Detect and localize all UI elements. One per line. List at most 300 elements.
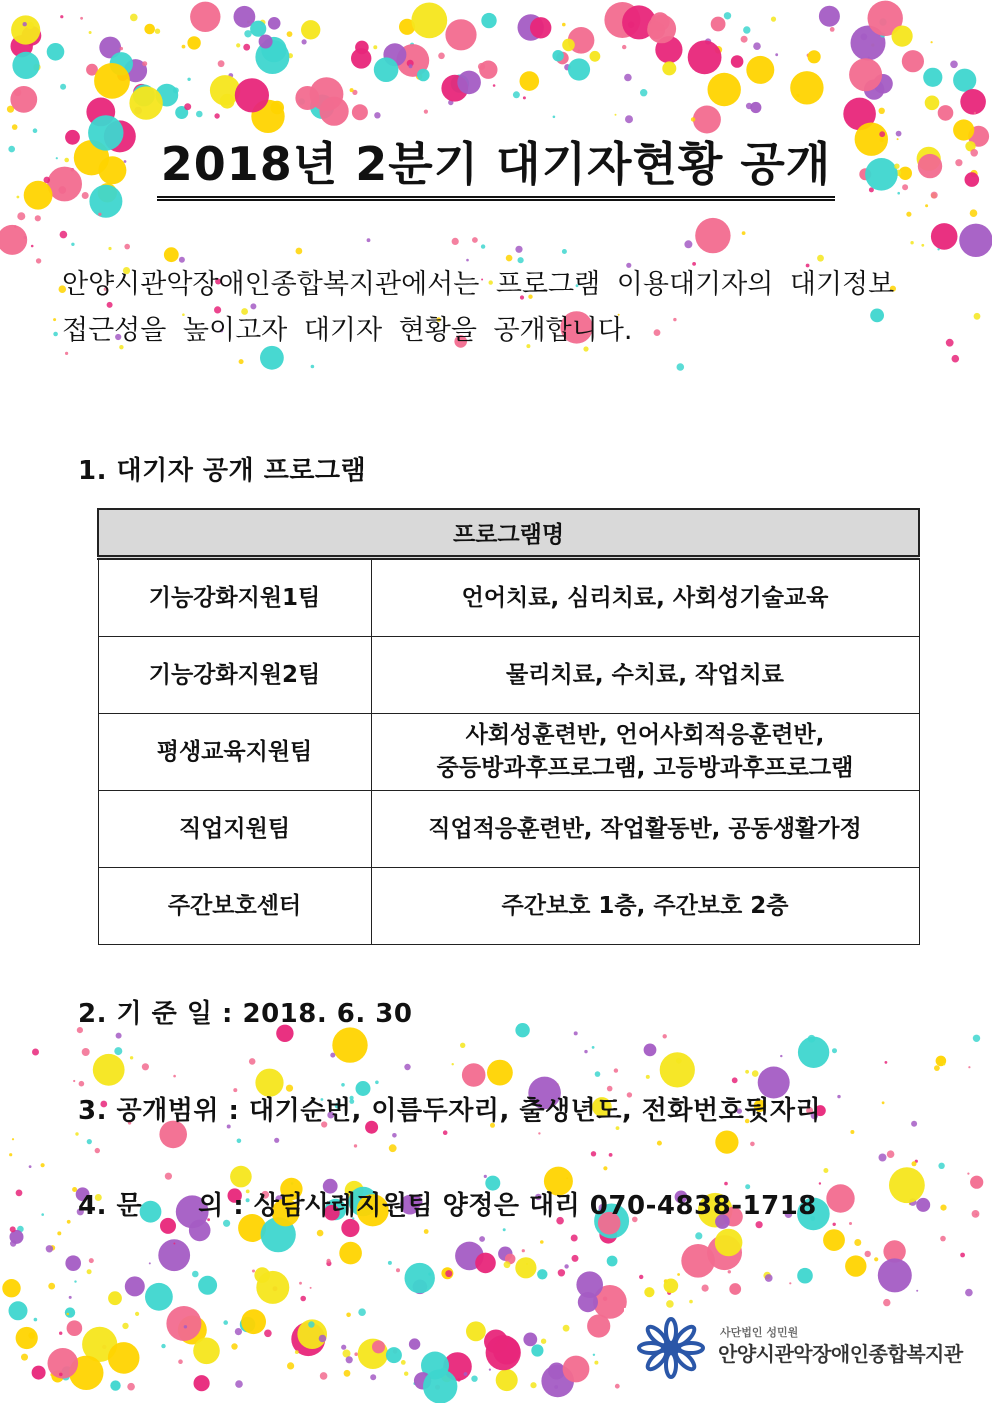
confetti-dot (489, 1369, 491, 1371)
confetti-dot (466, 1321, 486, 1341)
confetti-dot (574, 1031, 578, 1035)
confetti-dot (916, 1198, 930, 1212)
confetti-dot (274, 1138, 279, 1143)
program-table (97, 508, 920, 945)
confetti-dot (952, 355, 960, 363)
confetti-dot (243, 44, 250, 51)
confetti-dot (46, 1245, 53, 1252)
confetti-dot (17, 212, 25, 220)
confetti-dot (301, 20, 320, 39)
confetti-dot (503, 1228, 506, 1231)
confetti-dot (974, 313, 981, 320)
confetti-dot (256, 1271, 289, 1304)
confetti-dot (943, 1063, 945, 1065)
section-4-contact: 의 : 상담사례지원팀 양정은 대리 070-4838-1718 (198, 1191, 817, 1221)
confetti-dot (302, 39, 307, 44)
confetti-dot (241, 1309, 266, 1334)
confetti-dot (53, 318, 56, 321)
confetti-dot (32, 1049, 39, 1056)
table-row (98, 868, 919, 945)
confetti-dot (110, 1380, 120, 1390)
confetti-dot (506, 255, 513, 262)
confetti-dot (837, 1095, 840, 1098)
confetti-dot (129, 86, 162, 119)
confetti-dot (445, 19, 476, 50)
confetti-dot (646, 1075, 650, 1079)
confetti-dot (676, 1058, 682, 1064)
section-3-disclosure-scope: 3. 공개범위 : 대기순번, 이름두자리, 출생년도, 전화번호뒷자리 (78, 1096, 822, 1126)
confetti-dot (562, 39, 575, 52)
confetti-dot (950, 61, 958, 69)
confetti-dot (916, 1290, 918, 1292)
confetti-dot (196, 111, 203, 118)
confetti-dot (664, 1279, 679, 1294)
confetti-dot (12, 52, 39, 79)
confetti-dot (931, 41, 933, 43)
confetti-dot (60, 231, 68, 239)
confetti-dot (47, 43, 65, 61)
confetti-dot (711, 17, 726, 32)
confetti-dot (731, 55, 744, 68)
confetti-dot (563, 1325, 570, 1332)
confetti-dot (564, 1264, 568, 1268)
confetti-dot (417, 69, 430, 82)
confetti-dot (249, 1058, 256, 1065)
confetti-dot (122, 1323, 128, 1329)
confetti-dot (372, 1340, 385, 1353)
confetti-dot (198, 1276, 217, 1295)
confetti-dot (695, 1232, 702, 1239)
confetti-dot (462, 1063, 486, 1087)
confetti-dot (771, 17, 776, 22)
table-header-program-name: 프로그램명 (98, 509, 919, 558)
confetti-dot (798, 1037, 829, 1068)
confetti-dot (457, 71, 481, 95)
confetti-dot (520, 71, 540, 91)
program-line: 물리치료, 수치료, 작업치료 (506, 661, 784, 688)
confetti-dot (753, 42, 761, 50)
confetti-dot (728, 1270, 731, 1273)
confetti-dot (351, 48, 371, 68)
confetti-dot (173, 1243, 175, 1245)
confetti-dot (120, 47, 123, 50)
confetti-dot (624, 74, 632, 82)
confetti-dot (31, 245, 34, 248)
confetti-dot (765, 1274, 773, 1282)
confetti-dot (16, 1190, 23, 1197)
confetti-dot (142, 1063, 149, 1070)
program-line: 중등방과후프로그램, 고등방과후프로그램 (436, 755, 854, 781)
table-row (98, 558, 919, 637)
confetti-dot (317, 1230, 324, 1237)
page-title-text: 2018년 2분기 대기자현황 공개 (157, 128, 835, 201)
programs-cell (371, 637, 919, 714)
confetti-dot (358, 1308, 366, 1316)
confetti-dot (910, 241, 913, 244)
confetti-dot (796, 94, 799, 97)
confetti-dot (965, 1289, 973, 1297)
confetti-dot (41, 1163, 45, 1167)
confetti-dot (32, 1366, 46, 1380)
confetti-dot (59, 1373, 63, 1377)
confetti-dot (339, 1242, 362, 1265)
confetti-dot (287, 31, 293, 37)
confetti-dot (849, 58, 882, 91)
intro-line-1: 안양시관악장애인종합복지관에서는 프로그램 이용대기자의 대기정보 (62, 269, 895, 300)
confetti-dot (960, 1253, 965, 1258)
confetti-dot (689, 1300, 693, 1304)
confetti-dot (457, 1378, 460, 1381)
confetti-dot (531, 1344, 543, 1356)
confetti-dot (375, 1081, 379, 1085)
confetti-dot (885, 1061, 888, 1064)
confetti-dot (116, 1033, 122, 1039)
confetti-dot (235, 1328, 242, 1335)
confetti-dot (124, 244, 130, 250)
confetti-dot (946, 339, 954, 347)
confetti-dot (460, 1043, 465, 1048)
confetti-dot (660, 1052, 695, 1087)
page-title (0, 128, 992, 201)
confetti-dot (310, 1287, 312, 1289)
confetti-dot (9, 1301, 28, 1320)
confetti-dot (487, 1060, 513, 1086)
confetti-dot (590, 51, 601, 62)
confetti-dot (405, 1263, 435, 1293)
programs-cell (371, 868, 919, 945)
confetti-dot (938, 105, 954, 121)
confetti-dot (540, 1240, 544, 1244)
confetti-dot (530, 17, 551, 38)
confetti-dot (644, 1287, 654, 1297)
confetti-dot (595, 1071, 601, 1077)
confetti-dot (165, 1173, 172, 1180)
confetti-dot (250, 21, 266, 37)
confetti-dot (145, 1283, 173, 1311)
confetti-dot (187, 36, 200, 49)
confetti-dot (715, 1131, 738, 1154)
confetti-dot (370, 1374, 376, 1380)
confetti-dot (10, 86, 37, 113)
confetti-dot (479, 1236, 485, 1242)
confetti-dot (906, 212, 911, 217)
confetti-dot (578, 1292, 598, 1312)
confetti-dot (572, 1255, 579, 1262)
confetti-dot (388, 1261, 392, 1265)
confetti-dot (563, 1356, 590, 1383)
confetti-dot (268, 17, 281, 30)
confetti-dot (882, 1101, 885, 1104)
confetti-dot (95, 1148, 100, 1153)
confetti-dot (259, 35, 273, 49)
confetti-dot (879, 108, 885, 114)
confetti-dot (974, 112, 976, 114)
confetti-dot (236, 43, 240, 47)
confetti-dot (790, 71, 823, 104)
confetti-dot (466, 259, 469, 262)
confetti-dot (23, 22, 27, 26)
confetti-dot (161, 1344, 165, 1348)
confetti-dot (975, 1214, 977, 1216)
confetti-dot (114, 1047, 122, 1055)
confetti-dot (493, 84, 496, 87)
confetti-dot (125, 1276, 145, 1296)
confetti-dot (750, 1142, 755, 1147)
confetti-dot (354, 1352, 358, 1356)
confetti-dot (657, 1141, 662, 1146)
confetti-dot (729, 1283, 741, 1295)
confetti-dot (9, 1153, 12, 1156)
confetti-dot (548, 1363, 565, 1380)
confetti-dot (475, 1253, 496, 1274)
confetti-dot (515, 246, 522, 253)
flower-logo-icon (626, 1312, 716, 1384)
confetti-dot (72, 1187, 77, 1192)
confetti-dot (57, 1231, 61, 1235)
confetti-dot (568, 58, 590, 80)
section-4-prefix: 4. 문 (78, 1191, 143, 1221)
confetti-dot (295, 1350, 299, 1354)
confetti-dot (887, 1150, 895, 1158)
confetti-dot (135, 1312, 139, 1316)
confetti-dot (775, 53, 778, 56)
confetti-dot (515, 1023, 529, 1037)
confetti-dot (481, 244, 485, 248)
confetti-dot (93, 1054, 125, 1086)
intro-paragraph (62, 262, 942, 354)
program-line: 주간보호 1층, 주간보호 2층 (501, 892, 789, 919)
confetti-dot (865, 1251, 871, 1257)
confetti-dot (231, 1343, 237, 1349)
confetti-dot (724, 12, 731, 19)
confetti-dot (373, 45, 377, 49)
confetti-dot (921, 244, 924, 247)
confetti-dot (823, 1229, 845, 1251)
confetti-dot (352, 104, 368, 120)
confetti-dot (173, 1075, 176, 1078)
confetti-dot (287, 1362, 294, 1369)
confetti-dot (849, 1222, 852, 1225)
confetti-dot (874, 1257, 878, 1261)
section-4-inquiry (78, 1185, 817, 1222)
confetti-dot (164, 247, 179, 262)
confetti-dot (959, 224, 992, 257)
section-1-heading: 1. 대기자 공개 프로그램 (78, 456, 367, 486)
confetti-dot (538, 1132, 540, 1134)
organization-logo (624, 1308, 992, 1388)
confetti-dot (883, 1299, 890, 1306)
confetti-dot (223, 1320, 228, 1325)
team-cell: 주간보호센터 (98, 868, 371, 945)
confetti-dot (522, 1249, 525, 1252)
confetti-dot (190, 2, 220, 32)
confetti-dot (603, 1166, 607, 1170)
confetti-dot (189, 1220, 211, 1242)
confetti-dot (296, 248, 303, 255)
confetti-dot (925, 204, 928, 207)
confetti-dot (60, 15, 63, 18)
confetti-dot (127, 1383, 135, 1391)
confetti-dot (21, 1354, 28, 1361)
confetti-dot (968, 1066, 970, 1068)
confetti-dot (592, 1046, 595, 1049)
confetti-dot (344, 1370, 351, 1377)
confetti-dot (75, 1132, 78, 1135)
confetti-dot (310, 77, 344, 111)
programs-cell (371, 714, 919, 791)
team-cell: 평생교육지원팀 (98, 714, 371, 791)
intro-line-2: 접근성을 높이고자 대기자 현황을 공개합니다. (62, 315, 633, 346)
confetti-dot (67, 1313, 70, 1316)
confetti-dot (108, 1342, 140, 1374)
program-line: 사회성훈련반, 언어사회적응훈련반, (465, 722, 825, 748)
confetti-dot (607, 1256, 618, 1267)
confetti-dot (89, 31, 92, 34)
confetti-dot (155, 29, 160, 34)
confetti-dot (688, 40, 722, 74)
confetti-dot (780, 1055, 782, 1057)
confetti-dot (308, 1321, 314, 1327)
confetti-dot (562, 249, 567, 254)
confetti-dot (235, 1380, 243, 1388)
organization-name: 안양시관악장애인종합복지관 (718, 1342, 963, 1366)
programs-cell (371, 558, 919, 637)
confetti-dot (424, 110, 428, 114)
confetti-dot (615, 114, 617, 116)
confetti-dot (526, 1263, 528, 1265)
confetti-dot (53, 332, 58, 337)
confetti-dot (319, 1335, 327, 1343)
confetti-dot (29, 1165, 32, 1168)
confetti-dot (11, 15, 40, 44)
confetti-dot (218, 60, 225, 67)
confetti-dot (496, 1369, 518, 1391)
confetti-dot (239, 359, 244, 364)
confetti-dot (940, 1236, 946, 1242)
confetti-dot (911, 1121, 917, 1127)
confetti-dot (130, 1056, 133, 1059)
confetti-dot (681, 1244, 715, 1278)
confetti-dot (808, 50, 821, 63)
confetti-dot (832, 1048, 837, 1053)
confetti-dot (513, 91, 520, 98)
confetti-dot (192, 1271, 199, 1278)
confetti-dot (752, 1070, 759, 1077)
confetti-dot (741, 36, 748, 43)
confetti-dot (640, 89, 647, 96)
confetti-dot (166, 1306, 201, 1341)
confetti-dot (593, 1354, 595, 1356)
confetti-dot (184, 103, 191, 110)
confetti-dot (36, 258, 41, 263)
confetti-dot (389, 1144, 397, 1152)
confetti-dot (404, 1064, 410, 1070)
confetti-dot (472, 237, 478, 243)
confetti-dot (493, 1337, 520, 1364)
confetti-dot (554, 1385, 558, 1389)
confetti-dot (609, 1153, 613, 1157)
confetti-dot (562, 23, 566, 27)
confetti-dot (2, 1279, 20, 1297)
confetti-dot (537, 1269, 547, 1279)
confetti-dot (819, 1182, 821, 1184)
confetti-dot (69, 1296, 72, 1299)
confetti-dot (742, 231, 746, 235)
confetti-dot (423, 1369, 457, 1403)
confetti-dot (80, 17, 83, 20)
table-row (98, 791, 919, 868)
confetti-dot (48, 1283, 55, 1290)
confetti-dot (937, 248, 939, 250)
confetti-dot (396, 1268, 400, 1272)
confetti-dot (925, 96, 940, 111)
confetti-dot (541, 1339, 546, 1344)
confetti-dot (553, 116, 556, 119)
confetti-dot (346, 1356, 353, 1363)
confetti-dot (639, 1275, 643, 1279)
confetti-dot (902, 50, 924, 72)
confetti-dot (702, 1285, 709, 1292)
confetti-dot (892, 25, 913, 46)
confetti-dot (481, 13, 496, 28)
confetti-dot (89, 1258, 94, 1263)
confetti-dot (967, 1173, 969, 1175)
confetti-dot (409, 64, 413, 68)
confetti-dot (745, 1070, 749, 1074)
confetti-dot (677, 1273, 680, 1276)
confetti-dot (797, 1268, 813, 1284)
confetti-dot (374, 57, 399, 82)
confetti-dot (411, 3, 447, 39)
confetti-dot (830, 27, 835, 32)
confetti-dot (65, 1307, 75, 1317)
confetti-dot (354, 1144, 357, 1147)
confetti-dot (591, 1151, 596, 1156)
confetti-dot (10, 1226, 16, 1232)
confetti-dot (79, 1081, 85, 1087)
confetti-dot (60, 84, 66, 90)
confetti-dot (235, 78, 269, 112)
confetti-dot (523, 1333, 537, 1347)
confetti-dot (237, 1139, 242, 1144)
confetti-dot (715, 1229, 743, 1257)
confetti-dot (187, 78, 190, 81)
confetti-dot (662, 61, 676, 75)
confetti-dot (464, 1372, 468, 1376)
confetti-dot (264, 1330, 272, 1338)
confetti-dot (912, 1161, 917, 1166)
confetti-dot (666, 1300, 674, 1308)
confetti-dot (326, 1259, 330, 1263)
confetti-dot (695, 218, 730, 253)
confetti-dot (750, 102, 761, 113)
confetti-dot (16, 1327, 38, 1349)
confetti-dot (594, 1361, 598, 1365)
confetti-dot (445, 1270, 452, 1277)
confetti-dot (558, 1269, 565, 1276)
confetti-dot (938, 1163, 944, 1169)
confetti-dot (684, 240, 692, 248)
confetti-dot (65, 1255, 81, 1271)
confetti-dot (374, 112, 380, 118)
confetti-dot (67, 1220, 71, 1224)
confetti-dot (854, 1239, 861, 1246)
confetti-dot (10, 1240, 16, 1246)
confetti-dot (299, 1282, 302, 1285)
confetti-dot (663, 1034, 667, 1038)
confetti-dot (346, 1313, 351, 1318)
confetti-dot (28, 1332, 35, 1339)
